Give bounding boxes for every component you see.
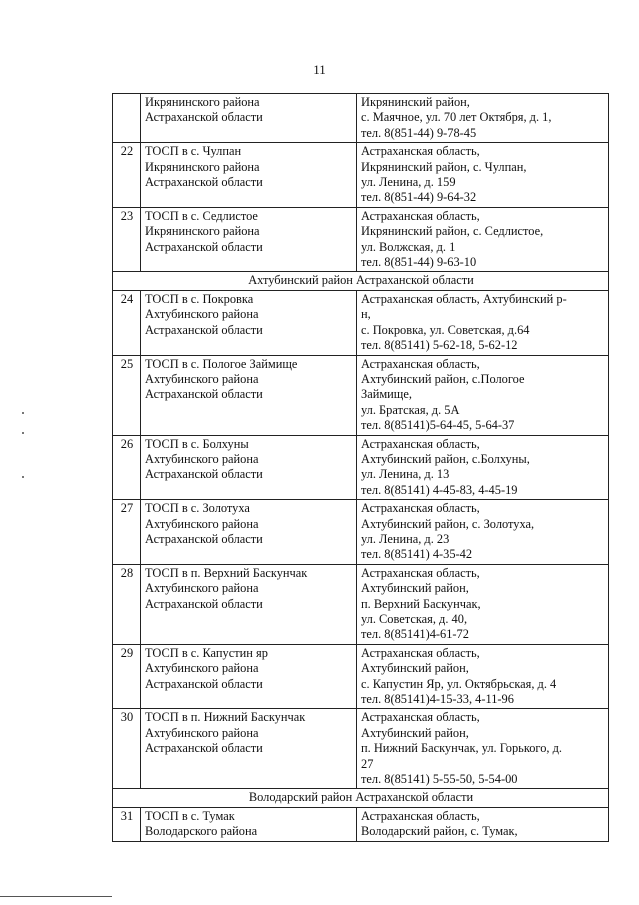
office-name-line: ТОСП в с. Пологое Займище xyxy=(145,356,298,371)
address-line: с. Покровка, ул. Советская, д.64 xyxy=(361,322,530,337)
address-line: Ахтубинский район, xyxy=(361,581,469,596)
office-name-cell xyxy=(141,644,357,709)
row-number: 24 xyxy=(113,290,141,355)
office-name-line: Астраханской области xyxy=(145,531,263,546)
office-name-line: Астраханской области xyxy=(145,175,263,190)
address-line: Ахтубинский район, xyxy=(361,725,469,740)
office-name-line: Астраханской области xyxy=(145,467,263,482)
page-number: 11 xyxy=(313,62,326,77)
document-table-body xyxy=(113,94,609,842)
address-line: Икрянинский район, с. Седлистое, xyxy=(361,224,544,239)
address-cell xyxy=(357,94,609,143)
table-row xyxy=(113,435,609,500)
office-name-cell xyxy=(141,207,357,272)
office-name-line: Астраханской области xyxy=(145,387,263,402)
table-row xyxy=(113,290,609,355)
scan-mark xyxy=(22,476,24,478)
office-name-line: Икрянинского района xyxy=(145,224,260,239)
region-header-row xyxy=(113,272,609,290)
address-line: Ахтубинский район, с.Болхуны, xyxy=(361,451,530,466)
office-name-cell xyxy=(141,290,357,355)
office-name-cell xyxy=(141,355,357,435)
address-line: ул. Ленина, д. 159 xyxy=(361,175,456,190)
office-name-line: Ахтубинского района xyxy=(145,516,259,531)
office-name-line: Астраханской области xyxy=(145,676,263,691)
office-name-cell xyxy=(141,143,357,208)
address-line: п. Верхний Баскунчак, xyxy=(361,596,481,611)
office-name-cell xyxy=(141,94,357,143)
row-number: 27 xyxy=(113,500,141,565)
bottom-rule xyxy=(0,896,112,897)
address-line: Икрянинский район, с. Чулпан, xyxy=(361,159,527,174)
address-line: тел. 8(85141)4-61-72 xyxy=(361,627,469,642)
row-number: 30 xyxy=(113,709,141,789)
office-name-cell xyxy=(141,564,357,644)
row-number xyxy=(113,94,141,143)
row-number: 25 xyxy=(113,355,141,435)
office-name-line: Ахтубинского района xyxy=(145,307,259,322)
address-line: ул. Советская, д. 40, xyxy=(361,612,468,626)
office-name-line: ТОСП в с. Тумак xyxy=(145,808,235,823)
office-name-line: ТОСП в с. Покровка xyxy=(145,291,254,306)
table-row xyxy=(113,94,609,143)
address-line: тел. 8(851-44) 9-63-10 xyxy=(361,255,477,270)
office-name-line: ТОСП в с. Капустин яр xyxy=(145,645,268,660)
office-name-line: Ахтубинского района xyxy=(145,371,259,386)
address-line: Астраханская область, Ахтубинский р- xyxy=(361,291,567,306)
office-name-cell xyxy=(141,807,357,841)
address-cell xyxy=(357,290,609,355)
row-number: 29 xyxy=(113,644,141,709)
address-line: Астраханская область, xyxy=(361,208,480,223)
region-title: Ахтубинский район Астраханской области xyxy=(113,272,609,290)
office-name-line: ТОСП в с. Чулпан xyxy=(145,144,242,159)
office-name-line: ТОСП в п. Нижний Баскунчак xyxy=(145,710,306,725)
office-name-cell xyxy=(141,435,357,500)
office-name-line: Астраханской области xyxy=(145,741,263,756)
address-line: Астраханская область, xyxy=(361,645,480,660)
address-cell xyxy=(357,355,609,435)
address-line: тел. 8(85141)4-15-33, 4-11-96 xyxy=(361,692,514,707)
table-row xyxy=(113,500,609,565)
address-line: Володарский район, с. Тумак, xyxy=(361,824,518,839)
table-row xyxy=(113,143,609,208)
address-line: с. Маячное, ул. 70 лет Октября, д. 1, xyxy=(361,110,552,125)
address-line: с. Капустин Яр, ул. Октябрьская, д. 4 xyxy=(361,676,557,691)
office-name-line: Астраханской области xyxy=(145,239,263,254)
address-line: тел. 8(85141) 4-35-42 xyxy=(361,547,473,562)
office-name-cell xyxy=(141,709,357,789)
scan-mark xyxy=(22,412,24,414)
region-title: Володарский район Астраханской области xyxy=(113,789,609,807)
address-line: ул. Ленина, д. 23 xyxy=(361,531,450,546)
office-name-line: Астраханской области xyxy=(145,110,263,125)
address-line: п. Нижний Баскунчак, ул. Горького, д. xyxy=(361,741,562,756)
office-name-line: Ахтубинского района xyxy=(145,725,259,740)
office-name-line: Володарского района xyxy=(145,824,258,839)
address-line: тел. 8(85141)5-64-45, 5-64-37 xyxy=(361,418,515,433)
address-line: Астраханская область, xyxy=(361,144,480,159)
address-line: н, xyxy=(361,307,371,322)
address-cell xyxy=(357,500,609,565)
address-line: ул. Ленина, д. 13 xyxy=(361,467,450,482)
address-line: ул. Братская, д. 5А xyxy=(361,402,460,417)
office-name-line: ТОСП в с. Золотуха xyxy=(145,501,250,516)
address-line: 27 xyxy=(361,756,374,771)
address-line: Займище, xyxy=(361,387,412,402)
office-name-cell xyxy=(141,500,357,565)
scan-mark xyxy=(22,432,24,434)
address-cell xyxy=(357,435,609,500)
address-line: Икрянинский район, xyxy=(361,95,470,109)
office-name-line: Ахтубинского района xyxy=(145,581,259,596)
address-line: ул. Волжская, д. 1 xyxy=(361,239,456,254)
table-row xyxy=(113,807,609,841)
row-number: 23 xyxy=(113,207,141,272)
region-header-row xyxy=(113,789,609,807)
address-line: тел. 8(851-44) 9-78-45 xyxy=(361,125,477,140)
row-number: 22 xyxy=(113,143,141,208)
address-line: Астраханская область, xyxy=(361,710,480,725)
address-cell xyxy=(357,564,609,644)
address-line: тел. 8(85141) 4-45-83, 4-45-19 xyxy=(361,482,518,497)
office-name-line: Астраханской области xyxy=(145,596,263,611)
address-cell xyxy=(357,709,609,789)
address-line: Астраханская область, xyxy=(361,565,480,580)
table-row xyxy=(113,564,609,644)
office-name-line: Икрянинского района xyxy=(145,159,260,174)
row-number: 28 xyxy=(113,564,141,644)
address-cell xyxy=(357,644,609,709)
office-name-line: Икрянинского района xyxy=(145,95,260,109)
table-row xyxy=(113,355,609,435)
table-row xyxy=(113,709,609,789)
row-number: 26 xyxy=(113,435,141,500)
address-cell xyxy=(357,207,609,272)
address-line: Астраханская область, xyxy=(361,436,480,451)
address-line: Ахтубинский район, xyxy=(361,661,469,676)
address-line: тел. 8(851-44) 9-64-32 xyxy=(361,190,477,205)
address-line: Ахтубинский район, с.Пологое xyxy=(361,371,525,386)
document-table xyxy=(112,93,609,842)
office-name-line: Астраханской области xyxy=(145,322,263,337)
office-name-line: ТОСП в п. Верхний Баскунчак xyxy=(145,565,308,580)
address-line: тел. 8(85141) 5-55-50, 5-54-00 xyxy=(361,772,518,787)
office-name-line: Ахтубинского района xyxy=(145,661,259,676)
office-name-line: ТОСП в с. Болхуны xyxy=(145,436,249,451)
table-row xyxy=(113,644,609,709)
address-line: Астраханская область, xyxy=(361,356,480,371)
office-name-line: ТОСП в с. Седлистое xyxy=(145,208,258,223)
address-line: Ахтубинский район, с. Золотуха, xyxy=(361,516,535,531)
table-row xyxy=(113,207,609,272)
address-line: Астраханская область, xyxy=(361,501,480,516)
address-cell xyxy=(357,807,609,841)
address-line: тел. 8(85141) 5-62-18, 5-62-12 xyxy=(361,338,518,353)
row-number: 31 xyxy=(113,807,141,841)
address-line: Астраханская область, xyxy=(361,808,480,823)
office-name-line: Ахтубинского района xyxy=(145,451,259,466)
address-cell xyxy=(357,143,609,208)
